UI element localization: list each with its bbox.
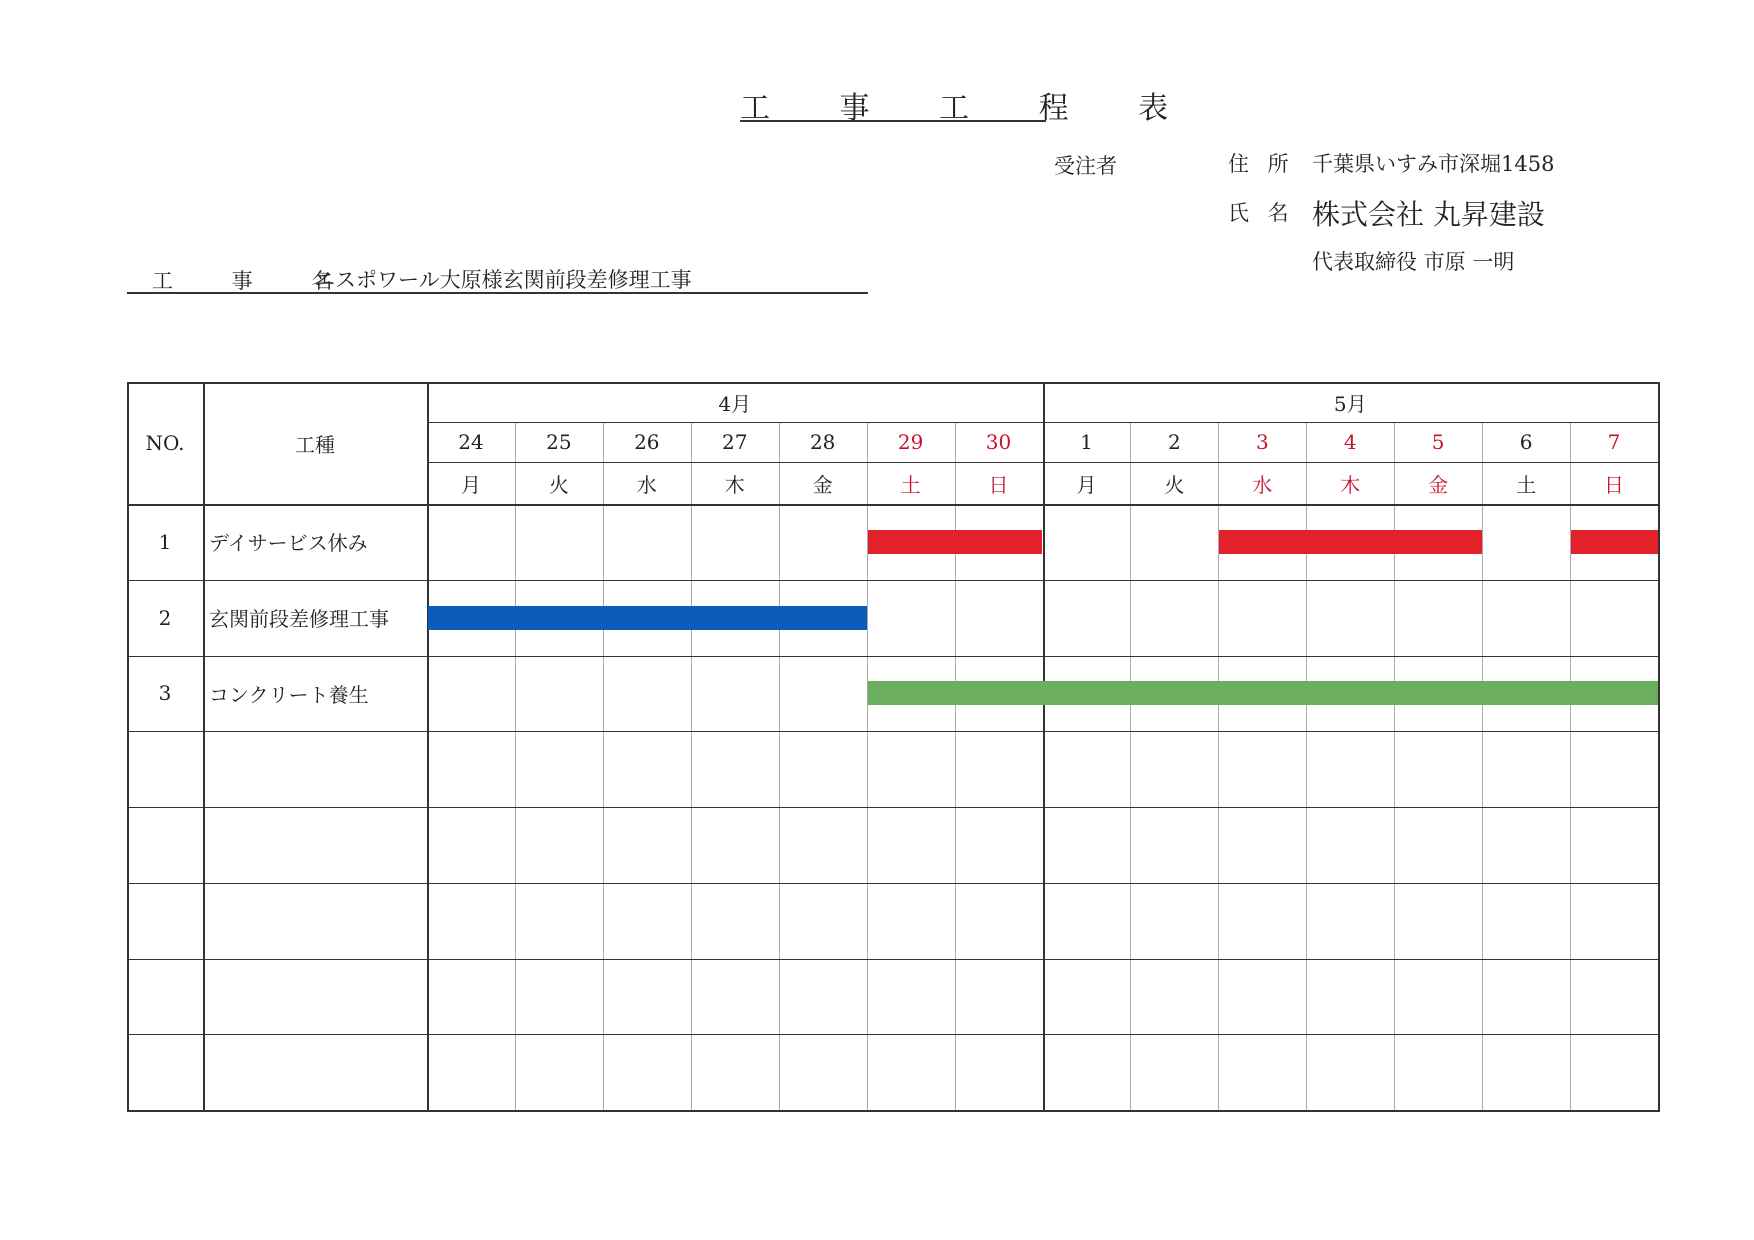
name-label: 氏 名 bbox=[1228, 201, 1289, 225]
row-number: 2 bbox=[158, 605, 172, 630]
day-date: 5 bbox=[1431, 430, 1445, 454]
month-label: 5月 bbox=[1333, 391, 1367, 416]
schedule-bar-red bbox=[868, 530, 1043, 554]
grid-line bbox=[1394, 422, 1395, 1110]
row-number bbox=[127, 883, 203, 959]
row-number bbox=[127, 807, 203, 883]
work-type-name: デイサービス休み bbox=[209, 531, 368, 556]
schedule-bar-blue bbox=[428, 606, 867, 630]
address-label: 住 所 bbox=[1228, 152, 1289, 176]
day-weekday: 日 bbox=[1604, 472, 1625, 497]
grid-line bbox=[779, 422, 780, 1110]
no-column-header: NO. bbox=[145, 431, 185, 455]
work-type-name bbox=[203, 807, 427, 883]
company-name: 株式会社 丸昇建設 bbox=[1312, 198, 1545, 231]
work-type-name: 玄関前段差修理工事 bbox=[209, 607, 389, 632]
grid-line bbox=[955, 422, 956, 1110]
contractor-label: 受注者 bbox=[1054, 154, 1117, 178]
day-weekday: 土 bbox=[900, 472, 921, 497]
day-date: 25 bbox=[546, 430, 572, 454]
grid-line bbox=[691, 422, 692, 1110]
row-number bbox=[127, 1034, 203, 1110]
day-date: 26 bbox=[634, 430, 660, 454]
grid-line bbox=[867, 422, 868, 1110]
day-date: 27 bbox=[722, 430, 748, 454]
day-weekday: 金 bbox=[812, 472, 833, 497]
page-title: 工 事 工 程 表 bbox=[740, 91, 1199, 126]
title-underline bbox=[740, 120, 1046, 122]
work-type-name: コンクリート養生 bbox=[209, 682, 369, 707]
day-date: 28 bbox=[809, 430, 836, 454]
day-weekday: 木 bbox=[1340, 472, 1361, 497]
grid-line bbox=[1570, 422, 1571, 1110]
work-type-column-header: 工種 bbox=[295, 432, 335, 457]
schedule-table bbox=[127, 382, 1658, 1110]
day-weekday: 水 bbox=[636, 472, 657, 497]
day-weekday: 土 bbox=[1516, 472, 1537, 497]
schedule-bar-red bbox=[1571, 530, 1658, 554]
row-number: 3 bbox=[158, 681, 172, 706]
row-number bbox=[127, 731, 203, 807]
grid-line bbox=[1130, 422, 1131, 1110]
grid-line bbox=[1306, 422, 1307, 1110]
schedule-bar-green bbox=[868, 681, 1658, 705]
grid-line bbox=[127, 1110, 1660, 1112]
day-weekday: 日 bbox=[988, 472, 1009, 497]
work-name-value: エスポワール大原様玄関前段差修理工事 bbox=[314, 268, 692, 292]
month-label: 4月 bbox=[718, 391, 752, 416]
day-weekday: 火 bbox=[1164, 472, 1185, 497]
row-number bbox=[127, 959, 203, 1035]
work-name-underline bbox=[127, 292, 868, 294]
day-weekday: 月 bbox=[460, 472, 481, 497]
day-weekday: 火 bbox=[548, 472, 569, 497]
grid-line bbox=[515, 422, 516, 1110]
work-type-name bbox=[203, 883, 427, 959]
grid-line bbox=[603, 422, 604, 1110]
work-type-name bbox=[203, 1034, 427, 1110]
address-value: 千葉県いすみ市深堀1458 bbox=[1312, 152, 1555, 176]
day-date: 6 bbox=[1519, 430, 1533, 454]
grid-line bbox=[1482, 422, 1483, 1110]
work-type-name bbox=[203, 731, 427, 807]
day-date: 4 bbox=[1343, 430, 1357, 454]
day-weekday: 水 bbox=[1252, 472, 1273, 497]
day-date: 2 bbox=[1168, 430, 1181, 454]
grid-line bbox=[1658, 382, 1660, 1110]
representative-name: 代表取締役 市原 一明 bbox=[1312, 250, 1515, 274]
day-weekday: 金 bbox=[1428, 472, 1449, 497]
day-weekday: 木 bbox=[724, 472, 745, 497]
day-date: 24 bbox=[458, 430, 484, 454]
day-date: 29 bbox=[897, 430, 924, 454]
day-weekday: 月 bbox=[1076, 472, 1097, 497]
day-date: 30 bbox=[985, 430, 1012, 454]
day-date: 1 bbox=[1080, 430, 1093, 454]
work-name-label: 工 事 名 bbox=[152, 269, 359, 293]
row-number: 1 bbox=[158, 529, 172, 554]
schedule-bar-red bbox=[1219, 530, 1482, 554]
work-type-name bbox=[203, 959, 427, 1035]
day-date: 7 bbox=[1607, 430, 1621, 454]
day-date: 3 bbox=[1255, 430, 1269, 454]
grid-line bbox=[1218, 422, 1219, 1110]
